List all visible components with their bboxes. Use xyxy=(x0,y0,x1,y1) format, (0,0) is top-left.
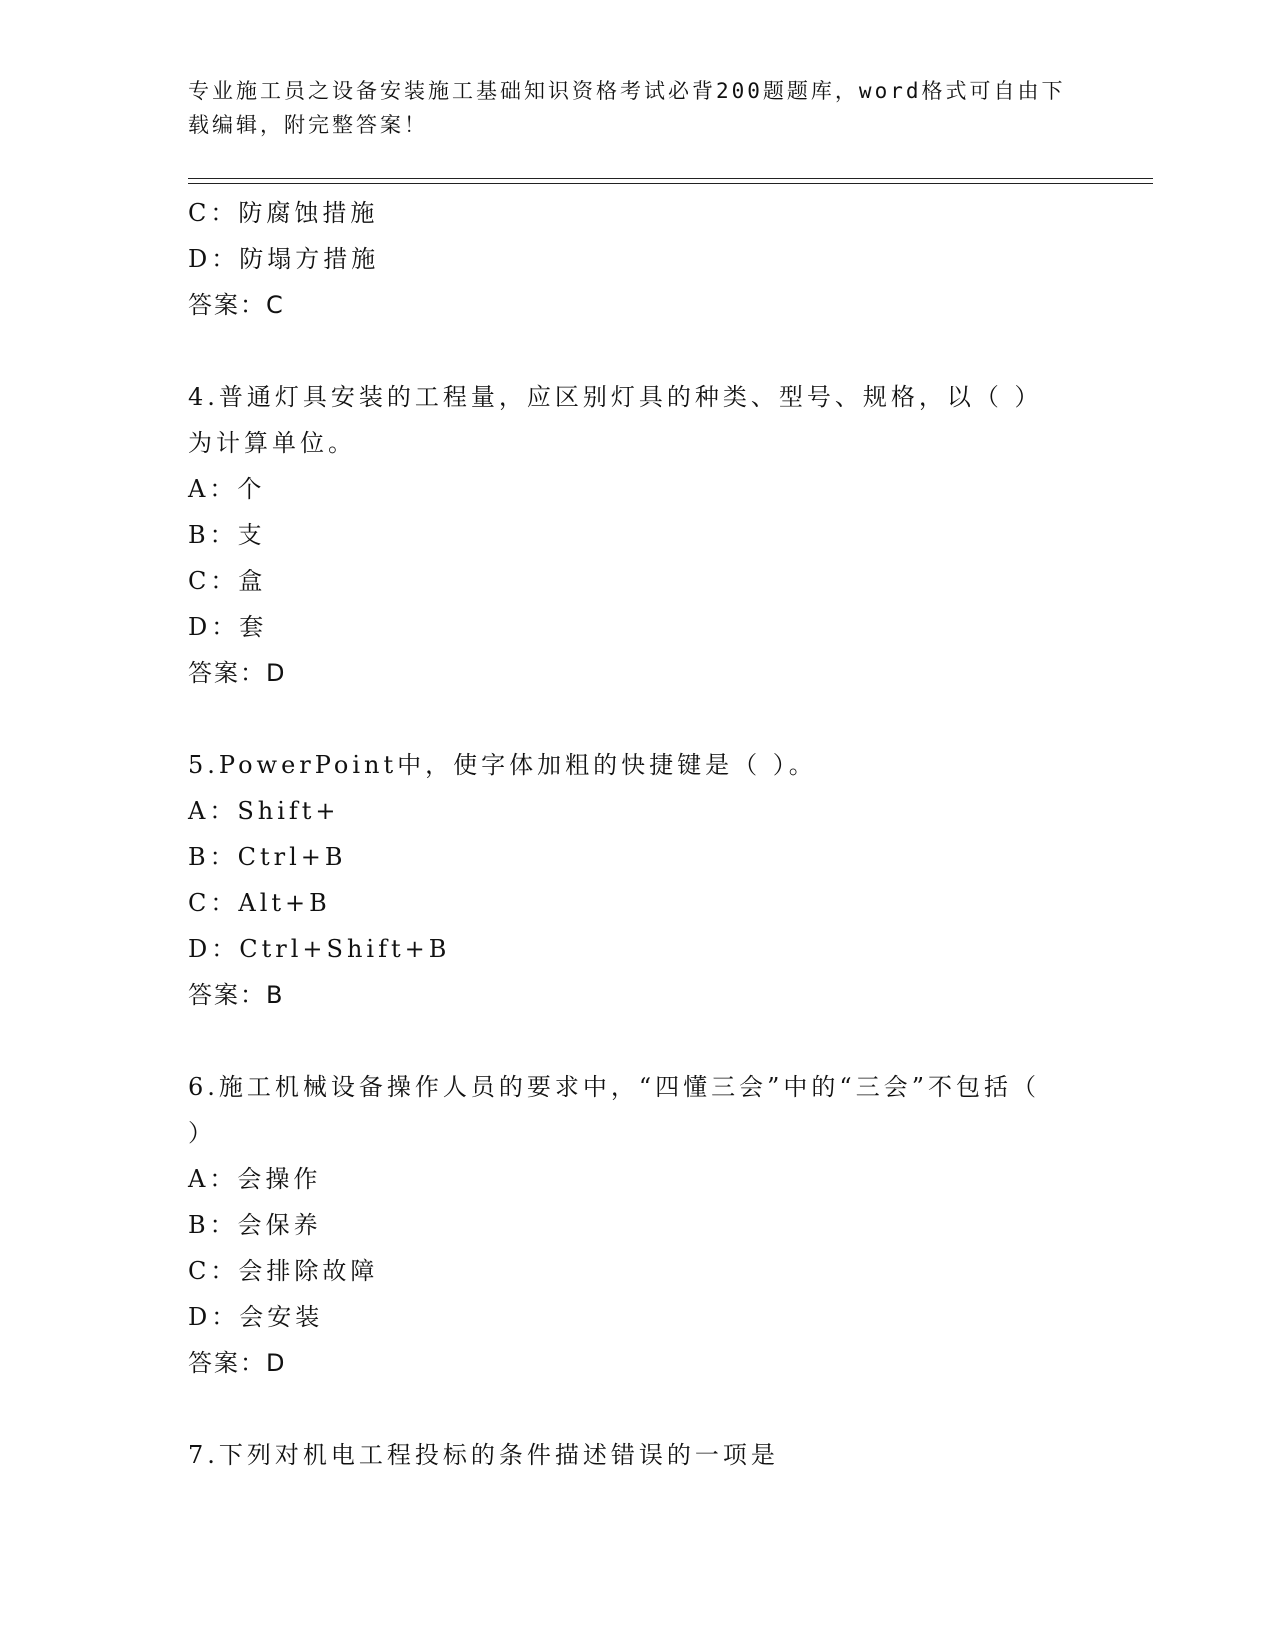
option-b: B：Ctrl+B xyxy=(188,843,347,871)
option-d: D：Ctrl+Shift+B xyxy=(188,935,451,963)
option-a: A：会操作 xyxy=(188,1165,322,1193)
spacer xyxy=(188,1386,1068,1432)
answer: 答案：C xyxy=(188,291,285,319)
header-divider-top xyxy=(188,178,1153,179)
header-title: 专业施工员之设备安装施工基础知识资格考试必背200题题库，word格式可自由下载编辑，附完整答案！ xyxy=(188,79,1066,137)
option-d: D：会安装 xyxy=(188,1303,324,1331)
option-a: A：个 xyxy=(188,475,266,503)
spacer xyxy=(188,328,1068,374)
spacer xyxy=(188,1018,1068,1064)
question-text: 5.PowerPoint中，使字体加粗的快捷键是（ ）。 xyxy=(188,751,817,779)
option-d: D：套 xyxy=(188,613,268,641)
answer: 答案：D xyxy=(188,1349,287,1377)
spacer xyxy=(188,696,1068,742)
question-text: 6.施工机械设备操作人员的要求中，“四懂三会”中的“三会”不包括（ ） xyxy=(188,1073,1040,1147)
option-a: A：Shift+ xyxy=(188,797,340,825)
option-c: C：防腐蚀措施 xyxy=(188,199,379,227)
question-3 xyxy=(188,190,1068,328)
question-4 xyxy=(188,374,1068,696)
option-c: C：会排除故障 xyxy=(188,1257,379,1285)
option-b: B：会保养 xyxy=(188,1211,322,1239)
question-list xyxy=(188,190,1068,1478)
answer: 答案：D xyxy=(188,659,287,687)
header-divider-bottom xyxy=(188,183,1153,184)
option-c: C：Alt+B xyxy=(188,889,331,917)
option-d: D：防塌方措施 xyxy=(188,245,380,273)
question-7 xyxy=(188,1432,1068,1478)
question-5 xyxy=(188,742,1068,1018)
question-text: 7.下列对机电工程投标的条件描述错误的一项是 xyxy=(188,1441,779,1469)
answer: 答案：B xyxy=(188,981,285,1009)
option-c: C：盒 xyxy=(188,567,267,595)
option-b: B：支 xyxy=(188,521,266,549)
document-header xyxy=(188,74,1068,142)
question-6 xyxy=(188,1064,1068,1386)
question-text: 4.普通灯具安装的工程量，应区别灯具的种类、型号、规格，以（ ）为计算单位。 xyxy=(188,383,1043,457)
